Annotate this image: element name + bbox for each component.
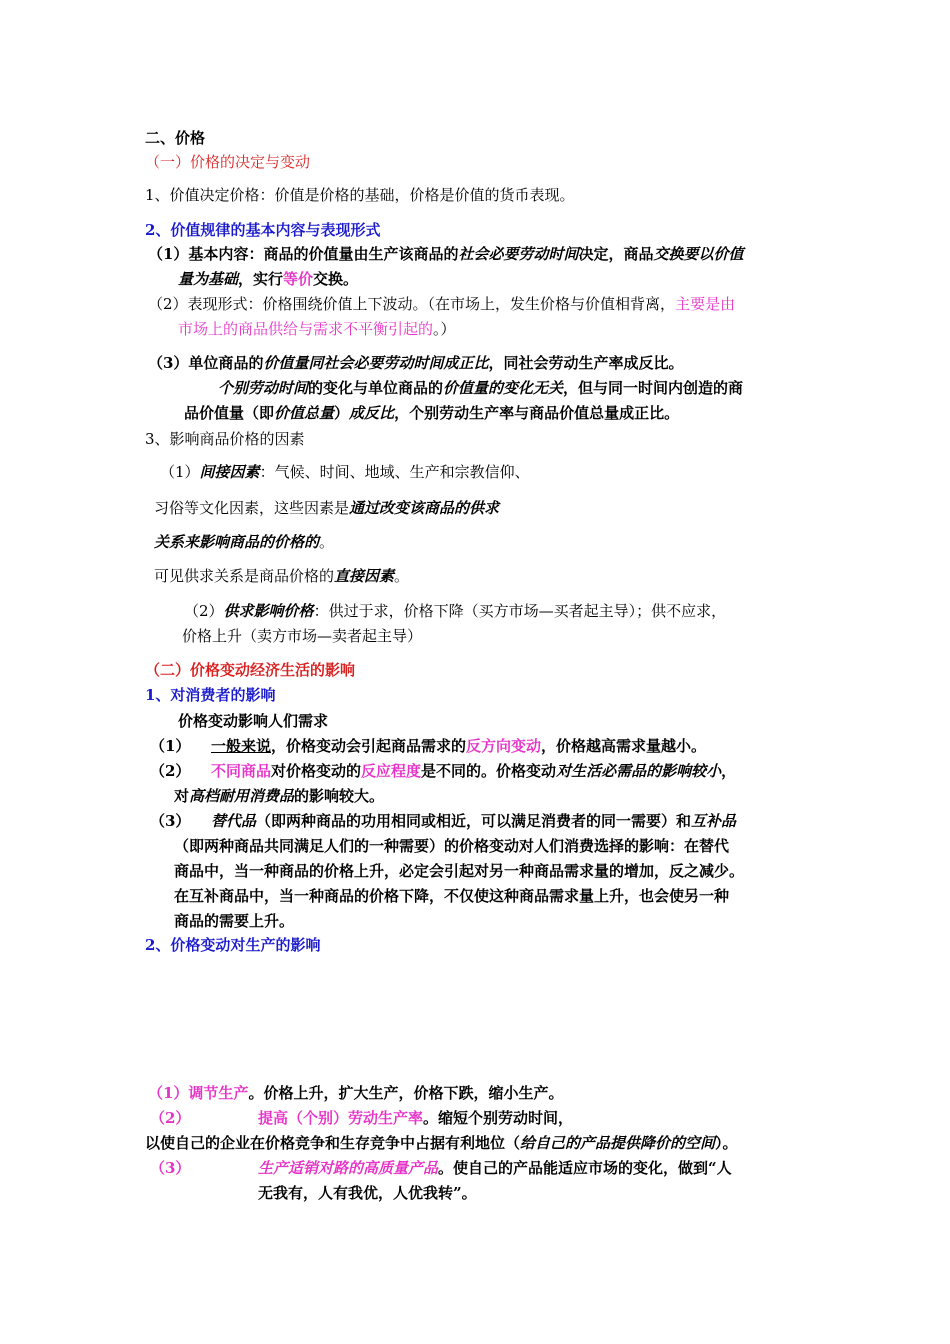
paragraph-line	[174, 785, 384, 807]
paragraph-line	[148, 1082, 563, 1104]
text: ，	[721, 762, 737, 780]
text: 品价值量（即	[184, 404, 275, 422]
heading: 1、对消费者的影响	[145, 686, 276, 704]
text: 的变化与单位商品的	[308, 379, 444, 397]
paragraph-line	[178, 268, 358, 290]
highlight: 市场上的商品供给与需求不平衡引起的	[178, 320, 434, 338]
paragraph-line	[148, 293, 735, 315]
text: 。	[394, 567, 410, 585]
paragraph-line	[218, 377, 743, 399]
list-number: （3）	[150, 1159, 191, 1177]
paragraph-line	[211, 735, 706, 757]
text: ）。	[715, 1134, 738, 1152]
text: 习俗等文化因素，这些因素是	[154, 499, 350, 517]
highlight: 反方向变动	[466, 737, 542, 755]
emphasis: 交换要以价值	[653, 245, 744, 263]
text: ）	[334, 404, 350, 422]
text: ，同社会劳动生产率成反比。	[488, 354, 684, 372]
text: ，但与同一时间内创造的商	[563, 379, 744, 397]
highlight: 生产适销对路的高质量产品	[258, 1159, 439, 1177]
emphasis: 价值量同社会必要劳动时间成正比	[263, 354, 489, 372]
emphasis: 通过改变该商品的供求	[349, 499, 500, 517]
highlight: 提高（个别）劳动生产率	[258, 1109, 424, 1127]
highlight: 反应程度	[361, 762, 422, 780]
highlight: 主要是由	[675, 295, 736, 313]
emphasis: 社会必要劳动时间	[458, 245, 579, 263]
text: 交换。	[313, 270, 359, 288]
text: ，实行	[238, 270, 284, 288]
paragraph-line	[211, 810, 736, 832]
paragraph-line	[154, 531, 334, 553]
text: （2）表现形式：价格围绕价值上下波动。（在市场上，发生价格与价值相背离，	[148, 295, 676, 313]
list-number: （2）	[150, 1109, 191, 1127]
emphasis: 间接因素	[199, 463, 260, 481]
emphasis: 给自己的产品提供降价的空间	[520, 1134, 716, 1152]
text: 决定，商品	[578, 245, 654, 263]
emphasis: 供求影响价格	[223, 602, 314, 620]
subsection-title: （二）价格变动经济生活的影响	[145, 661, 356, 679]
paragraph-line: 价格上升（卖方市场—卖者起主导）	[182, 627, 423, 645]
heading: 3、影响商品价格的因素	[145, 430, 305, 448]
paragraph-line	[258, 1157, 732, 1179]
paragraph-line	[160, 461, 530, 483]
paragraph-line: 在互补商品中，当一种商品的价格下降，不仅使这种商品需求量上升，也会使另一种	[174, 887, 730, 905]
text: （2）	[184, 602, 224, 620]
text: ：气候、时间、地域、生产和宗教信仰、	[259, 463, 530, 481]
paragraph: 1、价值决定价格：价值是价格的基础，价格是价值的货币表现。	[145, 186, 575, 204]
paragraph-line	[154, 565, 409, 587]
highlight: 等价	[283, 270, 314, 288]
text: 以使自己的企业在价格竞争和生存竞争中占据有利地位（	[145, 1134, 521, 1152]
highlight: 不同商品	[211, 762, 272, 780]
text: （即两种商品的功用相同或相近，可以满足消费者的同一需要）和	[256, 812, 692, 830]
paragraph-line	[178, 318, 456, 340]
paragraph-line: 价格变动影响人们需求	[178, 712, 329, 730]
paragraph-line	[148, 352, 683, 374]
text: 可见供求关系是商品价格的	[154, 567, 335, 585]
emphasis: 价值量的变化无关	[443, 379, 564, 397]
subsection-title: （一）价格的决定与变动	[145, 153, 311, 171]
paragraph-line	[184, 600, 726, 622]
paragraph-line: （即两种商品共同满足人们的一种需要）的价格变动对人们消费选择的影响：在替代	[174, 837, 730, 855]
text: 对	[174, 787, 190, 805]
emphasis: 替代品	[211, 812, 257, 830]
text: ，个别劳动生产率与商品价值总量成正比。	[394, 404, 680, 422]
text: 是不同的。价格变动	[421, 762, 557, 780]
underlined-text: 一般来说	[211, 737, 272, 755]
emphasis: 互补品	[691, 812, 737, 830]
text: ，价格越高需求量越小。	[541, 737, 707, 755]
paragraph-line	[145, 1132, 738, 1154]
paragraph-line	[258, 1107, 573, 1129]
paragraph-line	[184, 402, 679, 424]
text: （1）	[160, 463, 200, 481]
paragraph-line	[154, 497, 499, 519]
paragraph-line	[211, 760, 736, 782]
emphasis: 成反比	[349, 404, 395, 422]
text: 。）	[433, 320, 456, 338]
paragraph-line: 商品中，当一种商品的价格上升，必定会引起对另一种商品需求量的增加，反之减少。	[174, 862, 745, 880]
list-number: （3）	[150, 812, 191, 830]
emphasis: 对生活必需品的影响较小	[556, 762, 722, 780]
emphasis: 价值总量	[274, 404, 335, 422]
text: 对价格变动的	[271, 762, 362, 780]
text: （1）基本内容：商品的价值量由生产该商品的	[148, 245, 459, 263]
heading: 2、价格变动对生产的影响	[145, 936, 321, 954]
text: ，价格变动会引起商品需求的	[271, 737, 467, 755]
emphasis: 关系来影响商品的价格的	[154, 533, 320, 551]
section-title: 二、价格	[145, 129, 206, 147]
text: （3）单位商品的	[148, 354, 264, 372]
text: 。价格上升，扩大生产，价格下跌，缩小生产。	[248, 1084, 564, 1102]
text: 。	[319, 533, 335, 551]
emphasis: 高档耐用消费品	[189, 787, 295, 805]
highlight: （1）调节生产	[148, 1084, 249, 1102]
heading: 2、价值规律的基本内容与表现形式	[145, 221, 381, 239]
paragraph-line: 无我有，人有我优，人优我转”。	[258, 1184, 477, 1202]
paragraph-line	[148, 243, 744, 265]
emphasis: 直接因素	[334, 567, 395, 585]
text: 。使自己的产品能适应市场的变化，做到“人	[438, 1159, 732, 1177]
list-number: （2）	[150, 762, 191, 780]
text: 的影响较大。	[294, 787, 385, 805]
text: ：供过于求，价格下降（买方市场—买者起主导）；供不应求，	[313, 602, 727, 620]
paragraph-line: 商品的需要上升。	[174, 912, 295, 930]
text: 。缩短个别劳动时间，	[423, 1109, 574, 1127]
list-number: （1）	[150, 737, 191, 755]
emphasis: 量为基础	[178, 270, 239, 288]
emphasis: 个别劳动时间	[218, 379, 309, 397]
